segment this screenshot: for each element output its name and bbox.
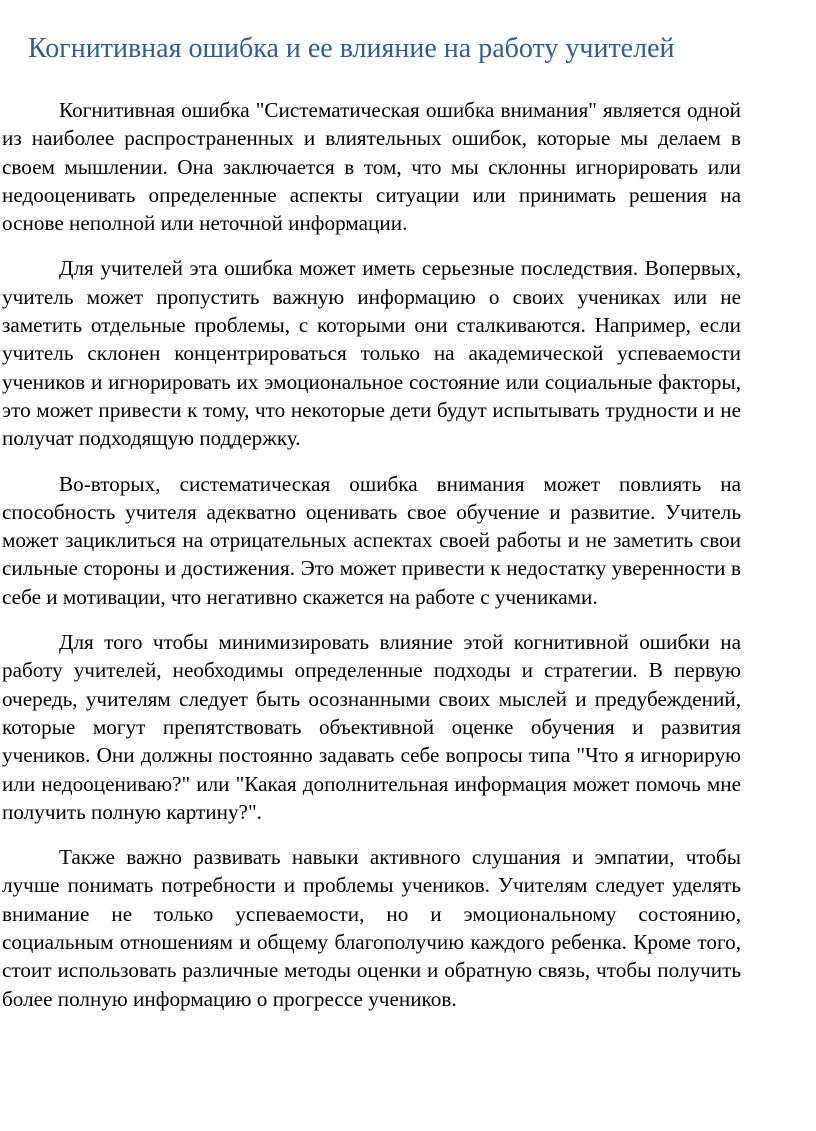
paragraph-2: Для учителей эта ошибка может иметь серьезные последствия. Вопервых, учитель может пропустить важную информацию о своих учениках или не заметить отдельные проблемы, с которыми они сталкиваются. Например, если учитель склонен концентрироваться только на академической успеваемости учеников и игнорировать их эмоциональное состояние или социальные факторы, это может привести к тому, что некоторые дети будут испытывать трудности и не получат подходящую поддержку.: [2, 256, 741, 451]
document-title: Когнитивная ошибка и ее влияние на работу учителей: [28, 33, 675, 64]
paragraph-4: Для того чтобы минимизировать влияние этой когнитивной ошибки на работу учителей, необходимы определенные подходы и стратегии. В первую очередь, учителям следует быть осознанными своих мыслей и предубеждений, которые могут препятствовать объективной оценке обучения и развития учеников. Они должны постоянно задавать себе вопросы типа "Что я игнорирую или недооцениваю?" или "Какая дополнительная информация может помочь мне получить полную картину?".: [2, 630, 741, 824]
document-body: [2, 96, 741, 1013]
paragraph-5: Также важно развивать навыки активного слушания и эмпатии, чтобы лучше понимать потребности и проблемы учеников. Учителям следует уделять внимание не только успеваемости, но и эмоциональному состоянию, социальным отношениям и общему благополучию каждого ребенка. Кроме того, стоит использовать различные методы оценки и обратную связь, чтобы получить более полную информацию о прогрессе учеников.: [2, 845, 741, 1011]
paragraph-1: Когнитивная ошибка "Систематическая ошибка внимания" является одной из наиболее распространенных и влиятельных ошибок, которые мы делаем в своем мышлении. Она заключается в том, что мы склонны игнорировать или недооценивать определенные аспекты ситуации или принимать решения на основе неполной или неточной информации.: [2, 98, 741, 236]
paragraph-3: Во-вторых, систематическая ошибка внимания может повлиять на способность учителя адекватно оценивать свое обучение и развитие. Учитель может зациклиться на отрицательных аспектах своей работы и не заметить свои сильные стороны и достижения. Это может привести к недостатку уверенности в себе и мотивации, что негативно скажется на работе с учениками.: [2, 471, 741, 609]
